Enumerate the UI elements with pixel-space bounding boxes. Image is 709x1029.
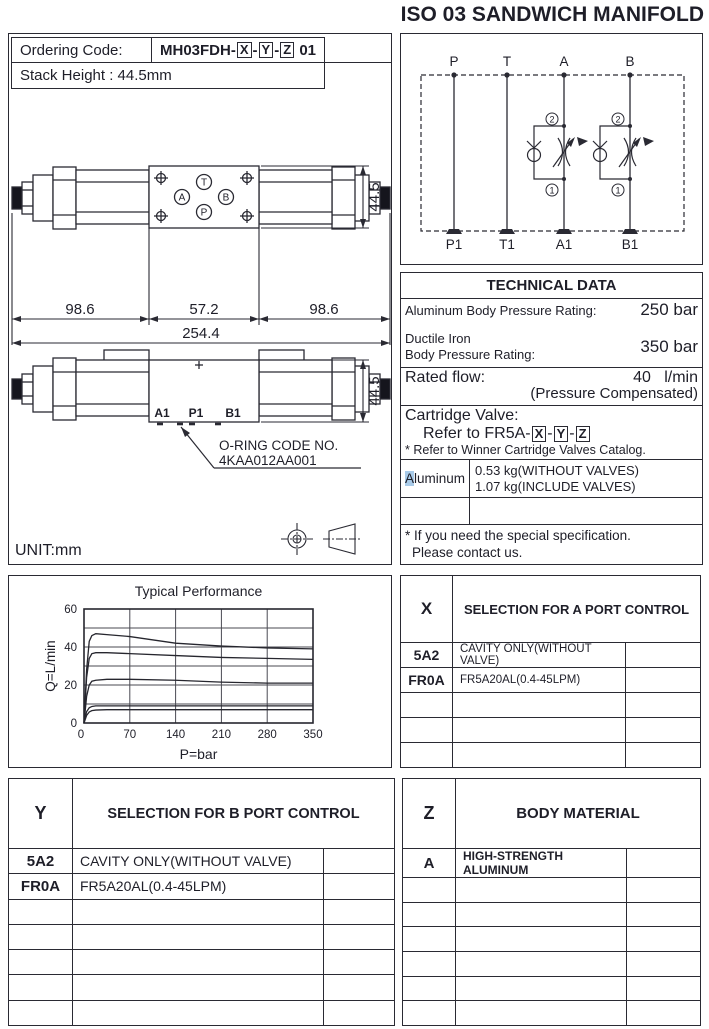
row-desc-cell (456, 977, 627, 1001)
selection-table-y (8, 778, 395, 1026)
row-code-cell: FR0A (9, 874, 73, 898)
rated-flow-label: Rated flow: (405, 369, 486, 386)
curve-3 (84, 679, 313, 723)
ordering-code-value: MH03FDH- X - Y - Z 01 (160, 41, 316, 59)
table-row (403, 1001, 700, 1025)
table-key: X (401, 576, 453, 642)
row-desc-cell: FR5A20AL(0.4-45LPM) (453, 668, 626, 692)
oring-note-line1: O-RING CODE NO. (219, 438, 339, 453)
row-code-cell (401, 718, 453, 742)
row-code-cell (403, 927, 456, 951)
row-extra-cell (627, 849, 700, 877)
alu-rating-value: 250 bar (640, 300, 698, 319)
table-row (403, 927, 700, 952)
dim-center: 57.2 (189, 301, 219, 318)
row-desc-cell (453, 718, 626, 742)
code-x: X (237, 42, 252, 58)
row-code-cell (9, 975, 73, 999)
stack-height-label: Stack Height : 44.5mm (20, 66, 172, 84)
row-extra-cell (324, 950, 394, 974)
row-desc-cell (456, 903, 627, 927)
side-view-drawing (9, 348, 393, 506)
port-letter-p: P (200, 207, 208, 219)
row-desc-cell (453, 693, 626, 717)
row-code-cell (403, 1001, 456, 1025)
selection-table-z (402, 778, 701, 1026)
ordering-table (11, 37, 325, 89)
row-code-cell: 5A2 (401, 643, 453, 667)
row-code-cell (401, 693, 453, 717)
row-code-cell (9, 1001, 73, 1025)
rated-flow-unit: l/min (664, 369, 698, 386)
row-extra-cell (324, 975, 394, 999)
x-tick-label: 140 (166, 729, 186, 741)
table-row (9, 975, 394, 1000)
valve-a-mark-1: 1 (549, 185, 555, 196)
table-title: SELECTION FOR A PORT CONTROL (463, 601, 690, 617)
table-row (9, 1001, 394, 1025)
row-extra-cell (627, 952, 700, 976)
flow-control-valve-b (593, 113, 654, 196)
row-extra-cell (324, 900, 394, 924)
row-desc-cell (73, 950, 324, 974)
table-row (403, 849, 700, 878)
page-title: ISO 03 SANDWICH MANIFOLD (400, 3, 704, 26)
row-code-cell (9, 950, 73, 974)
ductile-label-line1: Ductile Iron (405, 330, 471, 346)
dim-left: 98.6 (65, 301, 95, 318)
dim-height: 44.5 (366, 182, 383, 212)
cartridge-x: X (532, 426, 547, 442)
table-row (403, 952, 700, 977)
row-desc-cell (456, 1001, 627, 1025)
row-desc-cell (456, 927, 627, 951)
schematic-port-a: A (559, 54, 569, 69)
weight-empty-row (401, 498, 702, 524)
table-row (9, 849, 394, 874)
rated-flow-note: (Pressure Compensated) (530, 385, 698, 402)
material-rest: luminum (414, 471, 466, 486)
row-desc-cell (73, 1001, 324, 1025)
row-code-cell: A (403, 849, 456, 877)
table-row (401, 693, 700, 718)
table-header-row (9, 779, 394, 849)
side-label-p1: P1 (188, 406, 204, 420)
oring-note-line2: 4KAA012AA001 (219, 453, 317, 468)
row-extra-cell (626, 668, 700, 692)
row-extra-cell (324, 1001, 394, 1025)
stack-height-row (11, 62, 325, 89)
row-extra-cell (626, 693, 700, 717)
table-row (403, 977, 700, 1002)
ductile-value: 350 bar (640, 337, 698, 356)
alu-rating-row (401, 299, 702, 327)
flow-control-valve-a (527, 113, 588, 196)
curve-5 (84, 710, 313, 723)
side-label-a1: A1 (154, 406, 170, 420)
code-suffix: 01 (299, 41, 316, 59)
y-axis-label: Q=L/min (43, 640, 58, 692)
drawings-panel (8, 33, 392, 565)
code-z: Z (280, 42, 294, 58)
row-desc-cell (456, 878, 627, 902)
table-row (401, 643, 700, 668)
table-row (401, 718, 700, 743)
row-extra-cell (324, 849, 394, 873)
x-tick-label: 350 (303, 729, 323, 741)
valve-b-mark-1: 1 (615, 185, 621, 196)
cartridge-y: Y (554, 426, 569, 442)
row-desc-cell (73, 975, 324, 999)
cartridge-note: * Refer to Winner Cartridge Valves Catalog. (405, 443, 646, 457)
cartridge-prefix: Refer to FR5A- (423, 425, 531, 442)
y-tick-label: 0 (70, 718, 77, 730)
row-desc-cell: HIGH-STRENGTH ALUMINUM (456, 849, 627, 877)
port-letter-t: T (200, 177, 208, 189)
technical-footnote (401, 525, 702, 563)
row-code-cell (9, 900, 73, 924)
weight-table (401, 459, 702, 525)
curve-4 (84, 706, 313, 723)
side-dim-height: 44.5 (366, 376, 383, 406)
schematic-port-p1: P1 (445, 237, 463, 252)
row-extra-cell (626, 743, 700, 767)
x-tick-label: 280 (257, 729, 277, 741)
ordering-extension-line (325, 62, 392, 63)
table-title: BODY MATERIAL (516, 805, 640, 822)
table-row (401, 668, 700, 693)
weight-line2: 1.07 kg(INCLUDE VALVES) (475, 478, 636, 494)
cartridge-valve-row (401, 406, 702, 459)
row-extra-cell (627, 927, 700, 951)
selection-table-x (400, 575, 701, 768)
schematic-port-a1: A1 (555, 237, 573, 252)
curve-2 (84, 653, 313, 723)
x-tick-label: 210 (211, 729, 231, 741)
rated-flow-value: 40 (633, 369, 651, 386)
row-extra-cell (627, 903, 700, 927)
row-code-cell (403, 977, 456, 1001)
valve-a-mark-2: 2 (549, 114, 555, 125)
code-y: Y (259, 42, 274, 58)
row-code-cell (403, 903, 456, 927)
row-extra-cell (627, 977, 700, 1001)
x-axis-label: P=bar (179, 746, 218, 762)
table-row (9, 925, 394, 950)
footnote-line2: Please contact us. (412, 544, 523, 560)
row-code-cell: 5A2 (9, 849, 73, 873)
ordering-code-row (11, 37, 325, 63)
table-header-row (403, 779, 700, 849)
y-tick-label: 40 (64, 642, 77, 654)
row-extra-cell (626, 643, 700, 667)
row-code-cell (9, 925, 73, 949)
table-row (403, 878, 700, 903)
row-desc-cell: FR5A20AL(0.4-45LPM) (73, 874, 324, 898)
row-desc-cell: CAVITY ONLY(WITHOUT VALVE) (453, 643, 626, 667)
alu-rating-label: Aluminum Body Pressure Rating: (405, 303, 597, 318)
table-key: Z (403, 779, 456, 848)
unit-label: UNIT:mm (15, 542, 82, 559)
row-extra-cell (324, 874, 394, 898)
cartridge-line1: Cartridge Valve: (405, 407, 519, 424)
chart-title: Typical Performance (134, 583, 263, 599)
x-tick-label: 70 (123, 729, 137, 741)
weight-line1: 0.53 kg(WITHOUT VALVES) (475, 462, 639, 478)
schematic-port-p: P (449, 54, 459, 69)
hydraulic-schematic (401, 34, 701, 263)
cartridge-line2: Refer to FR5A- X - Y - Z (405, 425, 698, 443)
projection-symbols (277, 520, 367, 558)
y-tick-label: 60 (64, 604, 77, 616)
table-key: Y (9, 779, 73, 848)
row-code-cell (401, 743, 453, 767)
row-desc-cell (453, 743, 626, 767)
schematic-port-t1: T1 (499, 237, 515, 252)
table-row (401, 743, 700, 767)
table-header-row (401, 576, 700, 643)
material-highlight: A (404, 471, 414, 486)
side-label-b1: B1 (225, 406, 241, 420)
row-code-cell (403, 878, 456, 902)
row-desc-cell (456, 952, 627, 976)
ductile-label-line2: Body Pressure Rating: (405, 347, 536, 362)
row-extra-cell (627, 878, 700, 902)
weight-material-cell (401, 460, 470, 497)
hydraulic-schematic-panel (400, 33, 703, 265)
table-title: SELECTION FOR B PORT CONTROL (107, 805, 360, 822)
row-code-cell: FR0A (401, 668, 453, 692)
ductile-rating-row (401, 327, 702, 368)
table-row (9, 874, 394, 899)
top-view-drawing (9, 151, 393, 347)
y-tick-label: 20 (64, 680, 77, 692)
row-desc-cell (73, 925, 324, 949)
weight-values-cell (470, 460, 702, 497)
ordering-code-label: Ordering Code: (12, 38, 152, 62)
port-letter-b: B (222, 192, 230, 204)
row-extra-cell (626, 718, 700, 742)
dim-total: 254.4 (182, 325, 220, 342)
rated-flow-row (401, 368, 702, 406)
footnote-line1: * If you need the special specification. (405, 528, 631, 543)
row-extra-cell (324, 925, 394, 949)
dim-right: 98.6 (309, 301, 339, 318)
technical-data-header: TECHNICAL DATA (401, 273, 702, 299)
row-desc-cell (73, 900, 324, 924)
row-code-cell (403, 952, 456, 976)
code-prefix: MH03FDH- (160, 41, 236, 59)
performance-chart (9, 576, 390, 766)
table-row (9, 900, 394, 925)
schematic-port-b1: B1 (621, 237, 639, 252)
schematic-port-t: T (502, 54, 512, 69)
port-letter-a: A (178, 192, 186, 204)
row-extra-cell (627, 1001, 700, 1025)
table-row (9, 950, 394, 975)
technical-data-panel (400, 272, 703, 565)
row-desc-cell: CAVITY ONLY(WITHOUT VALVE) (73, 849, 324, 873)
schematic-port-b: B (625, 54, 635, 69)
performance-chart-panel (8, 575, 392, 768)
table-row (403, 903, 700, 928)
x-tick-label: 0 (77, 729, 85, 741)
cartridge-z: Z (576, 426, 590, 442)
valve-b-mark-2: 2 (615, 114, 621, 125)
